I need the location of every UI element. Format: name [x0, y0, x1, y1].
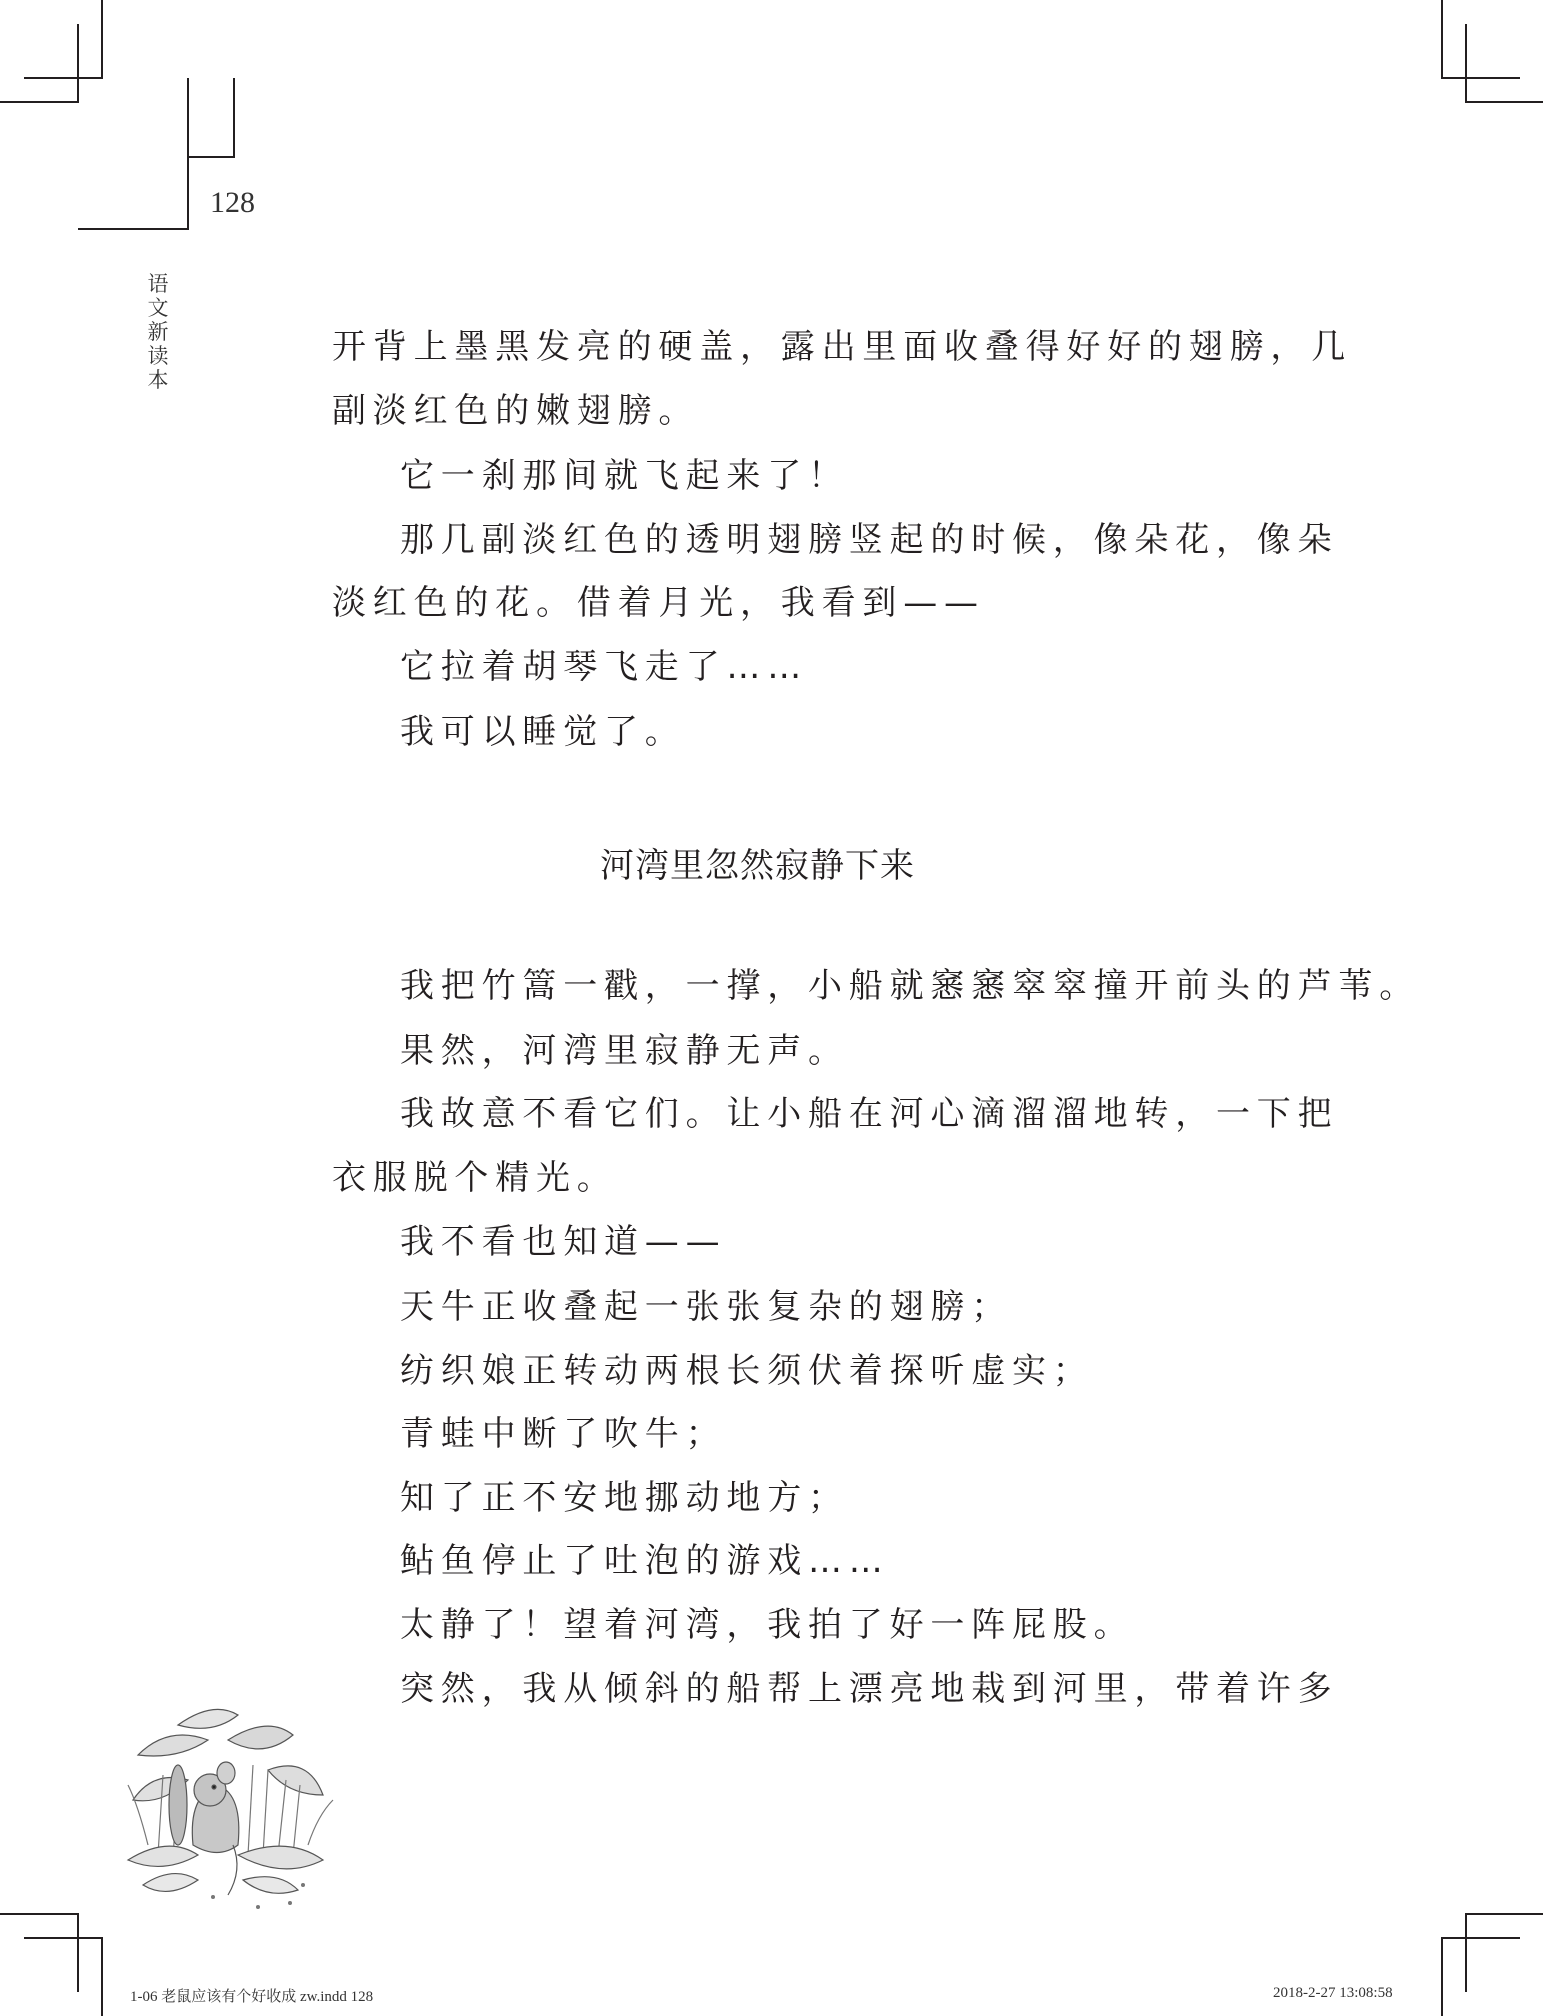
text-line: 它拉着胡琴飞走了……	[400, 647, 808, 687]
crop-mark	[233, 78, 235, 158]
text-line: 副淡红色的嫩翅膀。	[332, 391, 700, 431]
crop-mark	[24, 77, 103, 79]
text-line: 太静了！望着河湾，我拍了好一阵屁股。	[400, 1605, 1135, 1645]
text-line: 开背上墨黑发亮的硬盖，露出里面收叠得好好的翅膀，几	[332, 327, 1352, 367]
crop-mark	[1441, 1937, 1520, 1939]
crop-mark	[24, 1937, 103, 1939]
text-line: 突然，我从倾斜的船帮上漂亮地栽到河里，带着许多	[400, 1669, 1339, 1709]
crop-mark	[1441, 77, 1520, 79]
crop-mark	[101, 0, 103, 79]
section-heading: 河湾里忽然寂静下来	[600, 846, 915, 886]
text-line: 我不看也知道——	[400, 1222, 727, 1262]
crop-mark	[0, 101, 79, 103]
crop-mark	[187, 78, 189, 230]
text-line: 淡红色的花。借着月光，我看到——	[332, 583, 985, 623]
text-line: 我可以睡觉了。	[400, 712, 686, 752]
text-line: 果然，河湾里寂静无声。	[400, 1031, 849, 1071]
crop-mark	[1465, 101, 1543, 103]
crop-mark	[0, 1913, 79, 1915]
crop-mark	[1465, 24, 1467, 103]
crop-mark	[78, 228, 189, 230]
footer-file-name: 1-06 老鼠应该有个好收成 zw.indd 128	[130, 1989, 374, 2005]
crop-mark	[188, 156, 235, 158]
footer-timestamp: 2018-2-27 13:08:58	[1273, 1985, 1393, 2001]
text-line: 知了正不安地挪动地方；	[400, 1478, 849, 1518]
text-line: 天牛正收叠起一张张复杂的翅膀；	[400, 1287, 1012, 1327]
text-line: 鲇鱼停止了吐泡的游戏……	[400, 1541, 890, 1581]
page-number: 128	[210, 186, 255, 219]
mouse-illustration	[118, 1685, 343, 1915]
crop-mark	[1441, 1937, 1443, 2016]
text-line: 它一刹那间就飞起来了！	[400, 456, 849, 496]
crop-mark	[77, 1913, 79, 1992]
crop-mark	[101, 1937, 103, 2016]
crop-mark	[1465, 1913, 1543, 1915]
crop-mark	[77, 24, 79, 103]
side-book-title: 语文新读本	[147, 272, 169, 392]
text-line: 青蛙中断了吹牛；	[400, 1414, 727, 1454]
text-line: 衣服脱个精光。	[332, 1158, 618, 1198]
crop-mark	[1441, 0, 1443, 79]
text-line: 那几副淡红色的透明翅膀竖起的时候，像朵花，像朵	[400, 520, 1339, 560]
text-line: 我把竹篙一戳，一撑，小船就窸窸窣窣撞开前头的芦苇。	[400, 966, 1420, 1006]
crop-mark	[1465, 1913, 1467, 1992]
text-line: 纺织娘正转动两根长须伏着探听虚实；	[400, 1351, 1094, 1391]
text-line: 我故意不看它们。让小船在河心滴溜溜地转，一下把	[400, 1094, 1339, 1134]
